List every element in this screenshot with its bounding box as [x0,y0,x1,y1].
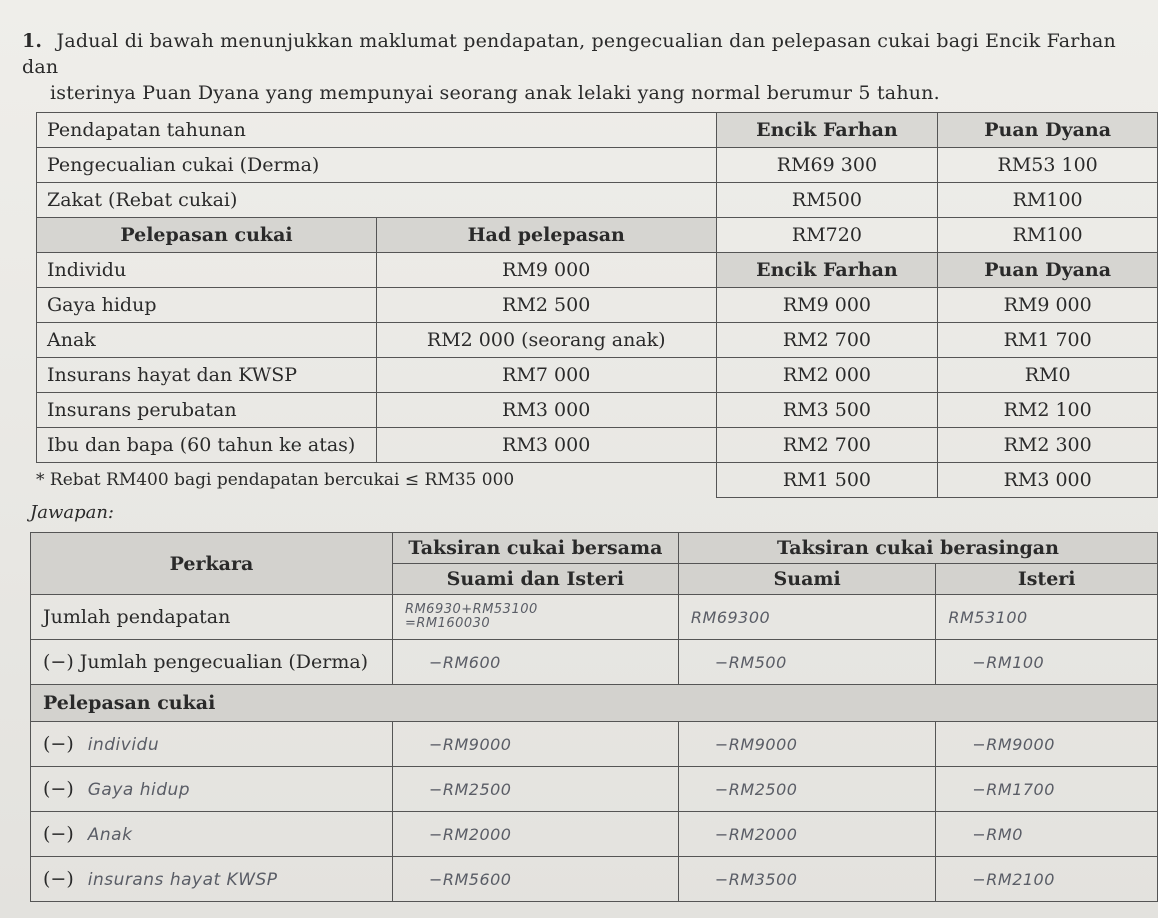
handwritten-value: RM69300 [690,608,771,627]
answer-cell-bersama[interactable] [392,595,678,640]
dyana-value: RM100 [938,183,1158,218]
relief-limit: RM3 000 [376,428,716,463]
row-label: Pendapatan tahunan [37,113,717,148]
answer-row [31,722,1158,767]
header-suami: Suami [678,564,935,595]
question-line-1: Jadual di bawah menunjukkan maklumat pendapatan, pengecualian dan pelepasan cukai bagi Encik Farhan dan [22,30,1116,78]
header-farhan-2: Encik Farhan [716,253,938,288]
handwritten-value: RM53100 [948,608,1028,627]
table-row [37,393,1158,428]
answer-cell-suami[interactable] [678,640,935,685]
table-row [37,113,1158,148]
answer-header-row [31,533,1158,564]
farhan-value: RM1 500 [716,463,938,498]
relief-label: Anak [37,323,377,358]
answer-row [31,767,1158,812]
income-relief-table [36,112,1158,498]
header-berasingan: Taksiran cukai berasingan [678,533,1157,564]
handwritten-value: −RM2000 [714,825,798,844]
handwritten-value: −RM0 [972,825,1023,844]
row-label [31,767,393,812]
header-pelepasan: Pelepasan cukai [37,218,377,253]
answer-cell-bersama[interactable] [392,767,678,812]
prefix: (−) [43,868,74,890]
header-bersama: Taksiran cukai bersama [392,533,678,564]
answer-cell-suami[interactable] [678,595,935,640]
handwritten-label: Anak [87,825,133,845]
answer-row [31,857,1158,902]
handwritten-value: −RM3500 [714,870,798,889]
row-label: Zakat (Rebat cukai) [37,183,717,218]
dyana-value: RM2 300 [938,428,1158,463]
question-line-2: isterinya Puan Dyana yang mempunyai seorang anak lelaki yang normal berumur 5 tahun. [50,82,940,104]
dyana-value: RM3 000 [938,463,1158,498]
header-perkara: Perkara [31,533,393,595]
header-dyana: Puan Dyana [938,113,1158,148]
relief-label: Insurans perubatan [37,393,377,428]
dyana-value: RM0 [938,358,1158,393]
handwritten-value: −RM9000 [714,735,798,754]
handwritten-total: =RM160030 [404,616,491,631]
relief-limit: RM9 000 [376,253,716,288]
header-suami-isteri: Suami dan Isteri [392,564,678,595]
relief-label: Ibu dan bapa (60 tahun ke atas) [37,428,377,463]
answer-cell-bersama[interactable] [392,812,678,857]
row-label: Jumlah pendapatan [31,595,393,640]
answer-cell-suami[interactable] [678,857,935,902]
row-label [31,812,393,857]
handwritten-value: −RM1700 [972,780,1055,799]
answer-cell-isteri[interactable] [936,722,1158,767]
prefix: (−) [43,823,74,845]
relief-limit: RM2 000 (seorang anak) [376,323,716,358]
relief-header-row [37,218,1158,253]
header-dyana-2: Puan Dyana [938,253,1158,288]
handwritten-label: individu [87,735,160,755]
dyana-value: RM53 100 [938,148,1158,183]
handwritten-value: −RM2100 [972,870,1055,889]
farhan-value: RM500 [716,183,938,218]
answer-cell-isteri[interactable] [936,812,1158,857]
handwritten-label: Gaya hidup [87,780,191,800]
relief-limit: RM7 000 [376,358,716,393]
answer-table [30,532,1158,902]
farhan-value: RM3 500 [716,393,938,428]
handwritten-sum: RM6930+RM53100 [404,602,538,617]
answer-cell-bersama[interactable] [392,722,678,767]
header-farhan: Encik Farhan [716,113,938,148]
farhan-value: RM2 700 [716,428,938,463]
prefix: (−) [43,778,74,800]
table-row [37,323,1158,358]
answer-cell-isteri[interactable] [936,767,1158,812]
header-isteri: Isteri [936,564,1158,595]
answer-cell-suami[interactable] [678,812,935,857]
row-label [31,722,393,767]
relief-label: Gaya hidup [37,288,377,323]
rebate-note: * Rebat RM400 bagi pendapatan bercukai ≤ RM35 000 [36,470,515,490]
table-row [37,428,1158,463]
answer-cell-isteri[interactable] [936,595,1158,640]
section-pelepasan: Pelepasan cukai [31,685,1158,722]
relief-limit: RM2 500 [376,288,716,323]
handwritten-value: −RM9000 [972,735,1055,754]
header-had: Had pelepasan [376,218,716,253]
handwritten-value: −RM2000 [428,825,512,844]
answer-cell-bersama[interactable] [392,640,678,685]
farhan-value: RM9 000 [716,288,938,323]
answer-cell-isteri[interactable] [936,640,1158,685]
handwritten-label: insurans hayat KWSP [87,870,278,890]
section-row [31,685,1158,722]
handwritten-value: −RM2500 [428,780,512,799]
answer-cell-bersama[interactable] [392,857,678,902]
farhan-value: RM720 [716,218,938,253]
dyana-value: RM1 700 [938,323,1158,358]
answer-cell-suami[interactable] [678,767,935,812]
prefix: (−) [43,733,74,755]
farhan-value: RM69 300 [716,148,938,183]
handwritten-value: −RM100 [972,653,1045,672]
answer-cell-suami[interactable] [678,722,935,767]
answer-label: Jawapan: [30,502,114,523]
table-row [37,358,1158,393]
table-row [37,183,1158,218]
handwritten-value: −RM9000 [428,735,512,754]
handwritten-value: −RM2500 [714,780,798,799]
handwritten-value: −RM500 [714,653,787,672]
farhan-value: RM2 000 [716,358,938,393]
question-text [22,28,1152,106]
dyana-value: RM100 [938,218,1158,253]
table-row [37,288,1158,323]
answer-row [31,640,1158,685]
answer-row [31,812,1158,857]
dyana-value: RM9 000 [938,288,1158,323]
answer-row [31,595,1158,640]
question-number: 1. [22,30,43,52]
table-row [37,148,1158,183]
row-label [31,857,393,902]
relief-limit: RM3 000 [376,393,716,428]
row-label: (−) Jumlah pengecualian (Derma) [31,640,393,685]
farhan-value: RM2 700 [716,323,938,358]
relief-label: Insurans hayat dan KWSP [37,358,377,393]
relief-label: Individu [37,253,377,288]
row-label: Pengecualian cukai (Derma) [37,148,717,183]
answer-cell-isteri[interactable] [936,857,1158,902]
handwritten-value: −RM600 [428,653,501,672]
handwritten-value: −RM5600 [428,870,512,889]
dyana-value: RM2 100 [938,393,1158,428]
table-row [37,253,1158,288]
